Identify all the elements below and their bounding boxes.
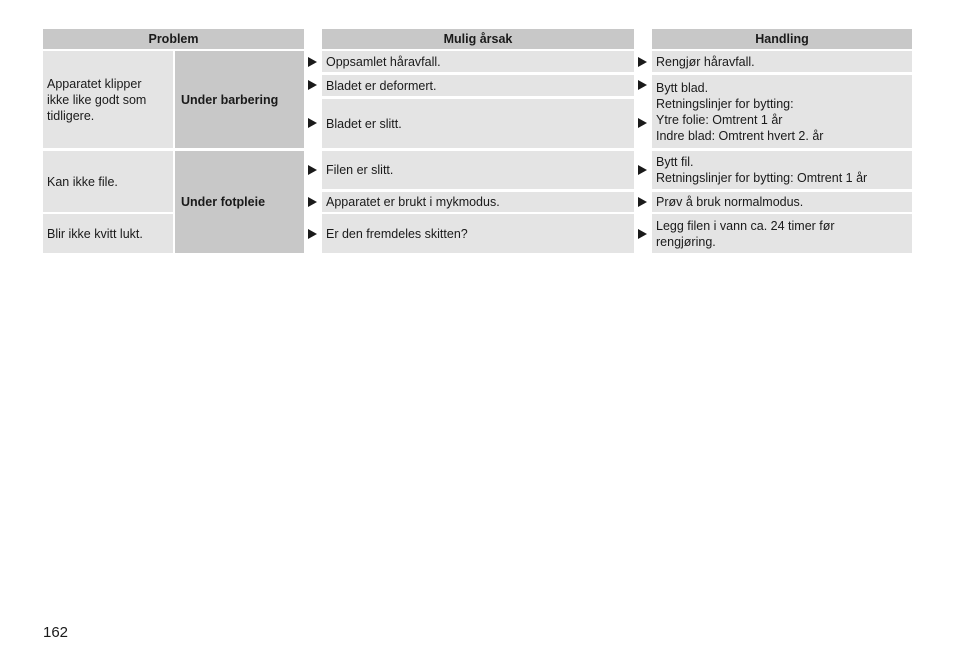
cause-text-5: Apparatet er brukt i mykmodus. [326, 195, 500, 209]
action-cell-3 [652, 151, 912, 189]
problem-cell-1 [43, 51, 173, 148]
group-cell-shaving [175, 51, 304, 148]
cause-cell-2 [322, 75, 634, 96]
header-problem [43, 29, 304, 49]
header-problem-label: Problem [148, 32, 199, 46]
arrow-icon [308, 80, 317, 90]
cause-cell-6 [322, 214, 634, 253]
action-line: Ytre folie: Omtrent 1 år [656, 112, 783, 127]
action-text-4: Prøv å bruk normalmodus. [656, 195, 804, 209]
action-text-5 [656, 218, 835, 250]
action-line: Indre blad: Omtrent hvert 2. år [656, 128, 824, 143]
header-action [652, 29, 912, 49]
arrow-icon [308, 118, 317, 128]
cause-cell-5 [322, 192, 634, 212]
action-line: Bytt blad. [656, 80, 709, 95]
page-number: 162 [43, 624, 69, 641]
action-cell-2 [652, 75, 912, 148]
arrow-icon [308, 57, 317, 67]
arrow-icon [308, 165, 317, 175]
action-line: Retningslinjer for bytting: Omtrent 1 år [656, 171, 868, 185]
action-line: Bytt fil. [656, 155, 694, 169]
cause-text-4: Filen er slitt. [326, 163, 394, 177]
action-line: Retningslinjer for bytting: [656, 96, 794, 111]
cause-text-2: Bladet er deformert. [326, 78, 437, 93]
problem-cell-3 [43, 214, 173, 253]
group-label-foot-care: Under fotpleie [181, 195, 266, 209]
action-cell-4 [652, 192, 912, 212]
arrow-icon [638, 57, 647, 67]
group-label-shaving: Under barbering [181, 92, 279, 107]
cause-cell-1 [322, 51, 634, 72]
cause-cell-4 [322, 151, 634, 189]
cause-text-3: Bladet er slitt. [326, 116, 402, 131]
arrow-icon [638, 229, 647, 239]
action-text-1: Rengjør håravfall. [656, 54, 755, 69]
action-cell-1 [652, 51, 912, 72]
arrow-icon [638, 165, 647, 175]
header-cause-label: Mulig årsak [443, 32, 513, 46]
cause-text-1: Oppsamlet håravfall. [326, 54, 441, 69]
arrow-icon [308, 229, 317, 239]
action-text-3 [656, 154, 867, 186]
arrow-icon [638, 118, 647, 128]
arrow-icon [638, 197, 647, 207]
problem-cell-2 [43, 151, 173, 212]
header-action-label: Handling [755, 32, 809, 46]
action-cell-5 [652, 214, 912, 253]
header-cause [322, 29, 634, 49]
group-cell-foot-care [175, 151, 304, 253]
cause-cell-3 [322, 99, 634, 148]
problem-text-2: Kan ikke file. [47, 174, 118, 189]
action-line: rengjøring. [656, 234, 716, 249]
problem-text-3: Blir ikke kvitt lukt. [47, 226, 143, 241]
arrow-icon [308, 197, 317, 207]
arrow-icon [638, 80, 647, 90]
action-text-2 [656, 80, 823, 144]
problem-text-1: Apparatet klipper ikke like godt som tidligere. [47, 76, 147, 123]
cause-text-6: Er den fremdeles skitten? [326, 226, 468, 241]
action-line: Legg filen i vann ca. 24 timer før [656, 218, 835, 233]
